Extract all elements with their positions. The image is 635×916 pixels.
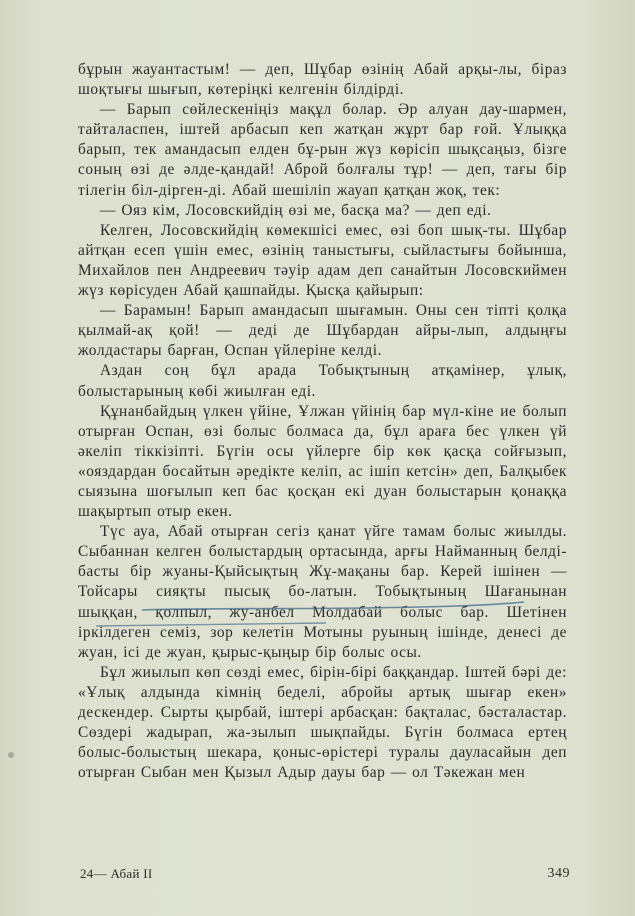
printer-signature: 24— Абай II bbox=[80, 866, 153, 881]
paragraph-1: бұрын жауантастым! — деп, Шұбар өзінің Абай арқы-лы, біраз шоқтығы шығып, көтеріңкі келгенін білдірді. bbox=[78, 61, 567, 99]
paragraph-7: Құнанбайдың үлкен үйіне, Ұлжан үйінің бар мүл-кіне ие болып отырған Оспан, өзі болыс болмаса да, бұл араға бес үлкен үй әкеліп тіккізіпті. Бүгін осы үйлерге бір көк қасқа сойғызып, «ояздардан босайтын әредікте келіп, ас ішіп кетсін» деп, Балқыбек сыязына шоғылып кеп бас қосқан екі дуан болыстарын қонаққа шақыртып отыр екен. bbox=[78, 402, 567, 521]
paragraph-5: — Барамын! Барып амандасып шығамын. Оны сен тіпті қолқа қылмай-ақ қой! — деді де Шұбардан айры-лып, алдыңғы жолдастары барған, Оспан үйлеріне келді. bbox=[78, 302, 567, 360]
page-number: 349 bbox=[547, 866, 570, 881]
paragraph-2: — Барып сөйлескеніңіз мақұл болар. Әр алуан дау-шармен, тайталаспен, іштей арбасып кеп жатқан жұрт бар ғой. Ұлыққа барып, тек амандасып елден бұ-рын жүз көрісіп шықсаңыз, бізге соның өзі де әлде-қандай! Аброй болғалы тұр! — деп, тағы бір тілегін біл-дірген-ді. Абай шешіліп жауап қатқан жоқ, тек: bbox=[78, 101, 567, 199]
stray-ink-dot bbox=[8, 752, 14, 758]
body-text bbox=[78, 60, 567, 783]
paragraph-3: — Ояз кім, Лосовскийдің өзі ме, басқа ма? — деп еді. bbox=[100, 201, 492, 219]
paragraph-4: Келген, Лосовскийдің көмекшісі емес, өзі боп шық-ты. Шұбар айтқан есеп үшін емес, өзінің таныстығы, сыйластығы бойынша, Михайлов пен Андреевич тәуір адам деп санайтын Лосовскиймен жүз көрісуден Абай қашпайды. Қысқа қайырып: bbox=[78, 221, 567, 300]
paragraph-8: Түс ауа, Абай отырған сегіз қанат үйге тамам болыс жиылды. Сыбаннан келген болыстардың ортасында, арғы Найманның белді-басты бір жуаны-Қыйсықтың Жұ-мақаны бар. Керей ішінен — Тойсары сияқты пысық бо-латын. Тобықтының Шағанынан шыққан, қолпыл, жу-анбел Молдабай болыс бар. Шетінен іркілдеген семіз, зор келетін Мотыны руының ішінде, денесі де жуан, ісі де жуан, қырыс-қыңыр бір болыс осы. bbox=[78, 523, 567, 661]
page-footer bbox=[80, 866, 570, 886]
paragraph-6: Аздан соң бұл арада Тобықтының атқамінер, ұлық, болыстарының көбі жиылған еді. bbox=[78, 362, 567, 400]
paragraph-9: Бұл жиылып көп сөзді емес, бірін-бірі баққандар. Іштей бәрі де: «Ұлық алдында кімнің беделі, абройы артық шығар екен» дескендер. Сырты қырбай, іштері арбасқан: бақталас, бәсталастар. Сөздері жадырап, жа-зылып шықпайды. Бүгін болмаса ертең болыс-болыстың шекара, қоныс-өрістері туралы дауласайын деп отырған Сыбан мен Қызыл Адыр дауы бар — ол Тәкежан мен bbox=[78, 663, 567, 782]
